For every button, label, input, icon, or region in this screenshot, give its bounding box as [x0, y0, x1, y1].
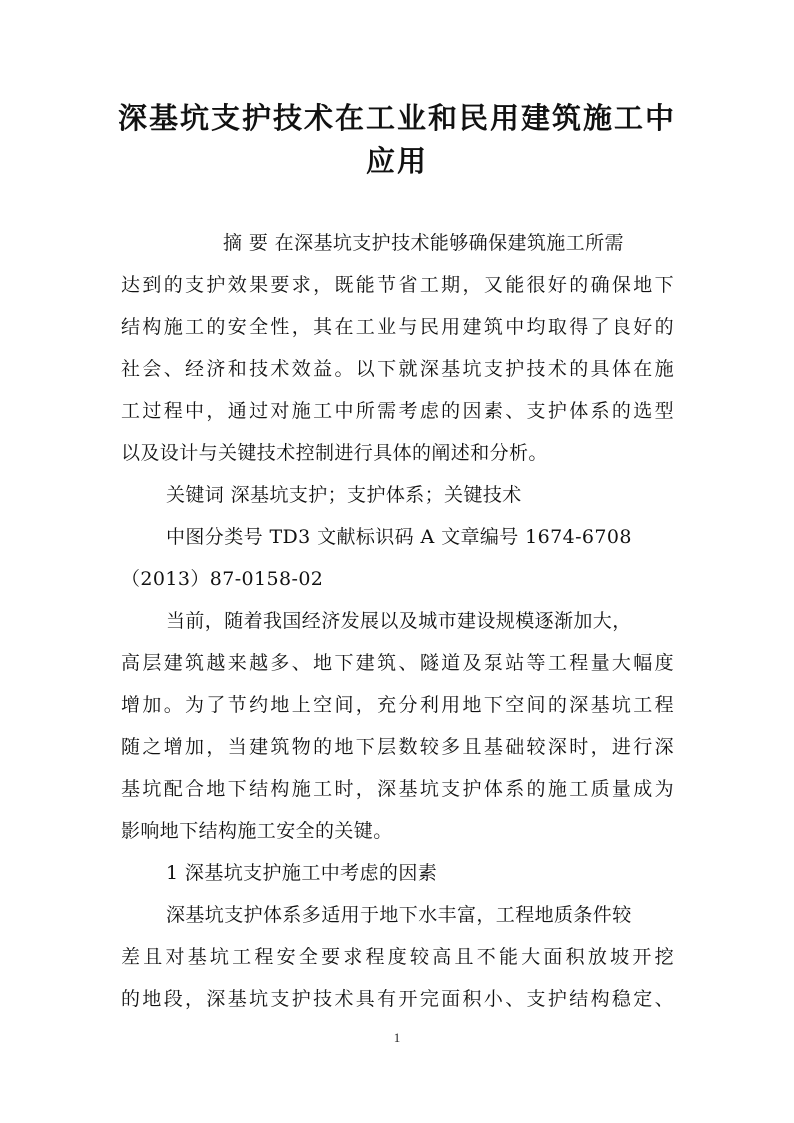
intro-line: 基坑配合地下结构施工时，深基坑支护体系的施工质量成为: [121, 778, 674, 800]
intro-line: 随之增加，当建筑物的地下层数较多且基础较深时，进行深: [121, 736, 674, 758]
abstract-line: 达到的支护效果要求，既能节省工期，又能很好的确保地下: [121, 274, 674, 296]
classification-line: 中图分类号 TD3 文献标识码 A 文章编号 1674-6708: [166, 526, 632, 548]
classification-line: （2013）87-0158-02: [121, 568, 324, 590]
abstract-line: 社会、经济和技术效益。以下就深基坑支护技术的具体在施: [121, 358, 674, 380]
document-title-line-2: 应用: [365, 144, 428, 178]
abstract-line: 摘 要 在深基坑支护技术能够确保建筑施工所需: [223, 232, 624, 254]
page-number: 1: [393, 1030, 401, 1045]
section-body-line: 深基坑支护体系多适用于地下水丰富，工程地质条件较: [166, 904, 632, 926]
section-heading: 1 深基坑支护施工中考虑的因素: [166, 862, 438, 884]
keywords-line: 关键词 深基坑支护；支护体系；关键技术: [166, 484, 522, 506]
intro-line: 影响地下结构施工安全的关键。: [121, 820, 393, 842]
intro-line: 当前，随着我国经济发展以及城市建设规模逐渐加大，: [166, 610, 632, 632]
abstract-line: 结构施工的安全性，其在工业与民用建筑中均取得了良好的: [121, 316, 674, 338]
section-body-line: 的地段，深基坑支护技术具有开完面积小、支护结构稳定、: [121, 988, 674, 1010]
intro-line: 增加。为了节约地上空间，充分利用地下空间的深基坑工程: [121, 694, 674, 716]
abstract-line: 工过程中，通过对施工中所需考虑的因素、支护体系的选型: [121, 400, 674, 422]
intro-line: 高层建筑越来越多、地下建筑、隧道及泵站等工程量大幅度: [121, 652, 674, 674]
section-body-line: 差且对基坑工程安全要求程度较高且不能大面积放坡开挖: [121, 946, 674, 968]
abstract-line: 以及设计与关键技术控制进行具体的阐述和分析。: [121, 442, 548, 464]
document-title-line-1: 深基坑支护技术在工业和民用建筑施工中: [117, 101, 676, 135]
